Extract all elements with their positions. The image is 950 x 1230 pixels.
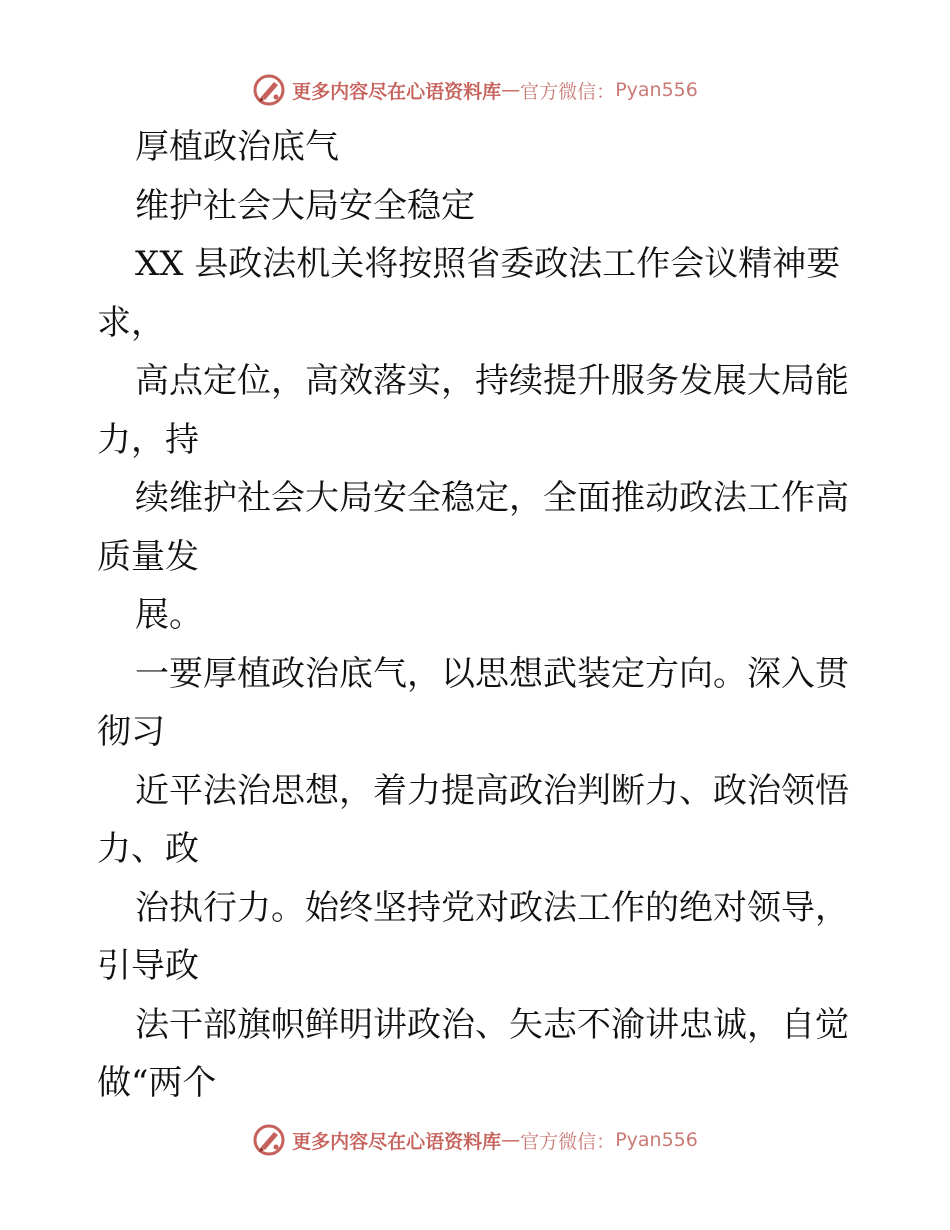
watermark-wechat-label: 官方微信： <box>520 1130 616 1153</box>
text-line: 一要厚植政治底气，以思想武装定方向。深入贯 <box>135 653 849 694</box>
text-line: 质量发 <box>97 536 199 577</box>
text-line: 近平法治思想，着力提高政治判断力、政治领悟 <box>135 770 849 811</box>
text-line: 续维护社会大局安全稳定，全面推动政法工作高 <box>135 478 849 518</box>
watermark-account: Pyan556 <box>615 1129 698 1151</box>
watermark-account: Pyan556 <box>615 79 698 101</box>
text-line: 求， <box>97 302 165 343</box>
watermark-dash: — <box>501 1129 521 1151</box>
pen-seal-logo-icon <box>252 1123 286 1157</box>
text-line: 治执行力。始终坚持党对政法工作的绝对领导， <box>135 887 849 928</box>
watermark-brand: 更多内容尽在心语资料库 <box>292 1130 502 1153</box>
text-line: 彻习 <box>97 712 165 752</box>
watermark-banner-bottom <box>0 1120 950 1160</box>
watermark-wechat-label: 官方微信： <box>520 80 616 103</box>
text-line: 力、政 <box>97 829 199 869</box>
text-line: 力，持 <box>97 419 199 460</box>
text-line: 法干部旗帜鲜明讲政治、矢志不渝讲忠诚，自觉 <box>135 1004 849 1045</box>
watermark-dash: — <box>501 79 521 101</box>
document-body <box>97 118 857 1113</box>
text-line: 引导政 <box>97 946 199 986</box>
text-line: 做“两个 <box>97 1063 217 1103</box>
watermark-banner-top <box>0 70 950 110</box>
text-line: 维护社会大局安全稳定 <box>135 185 475 226</box>
text-line: 展。 <box>135 595 203 635</box>
pen-seal-logo-icon <box>252 73 286 107</box>
text-line: 厚植政治底气 <box>135 127 339 167</box>
text-line: 高点定位，高效落实，持续提升服务发展大局能 <box>135 361 849 401</box>
text-line: XX 县政法机关将按照省委政法工作会议精神要 <box>135 244 841 284</box>
watermark-brand: 更多内容尽在心语资料库 <box>292 80 502 103</box>
